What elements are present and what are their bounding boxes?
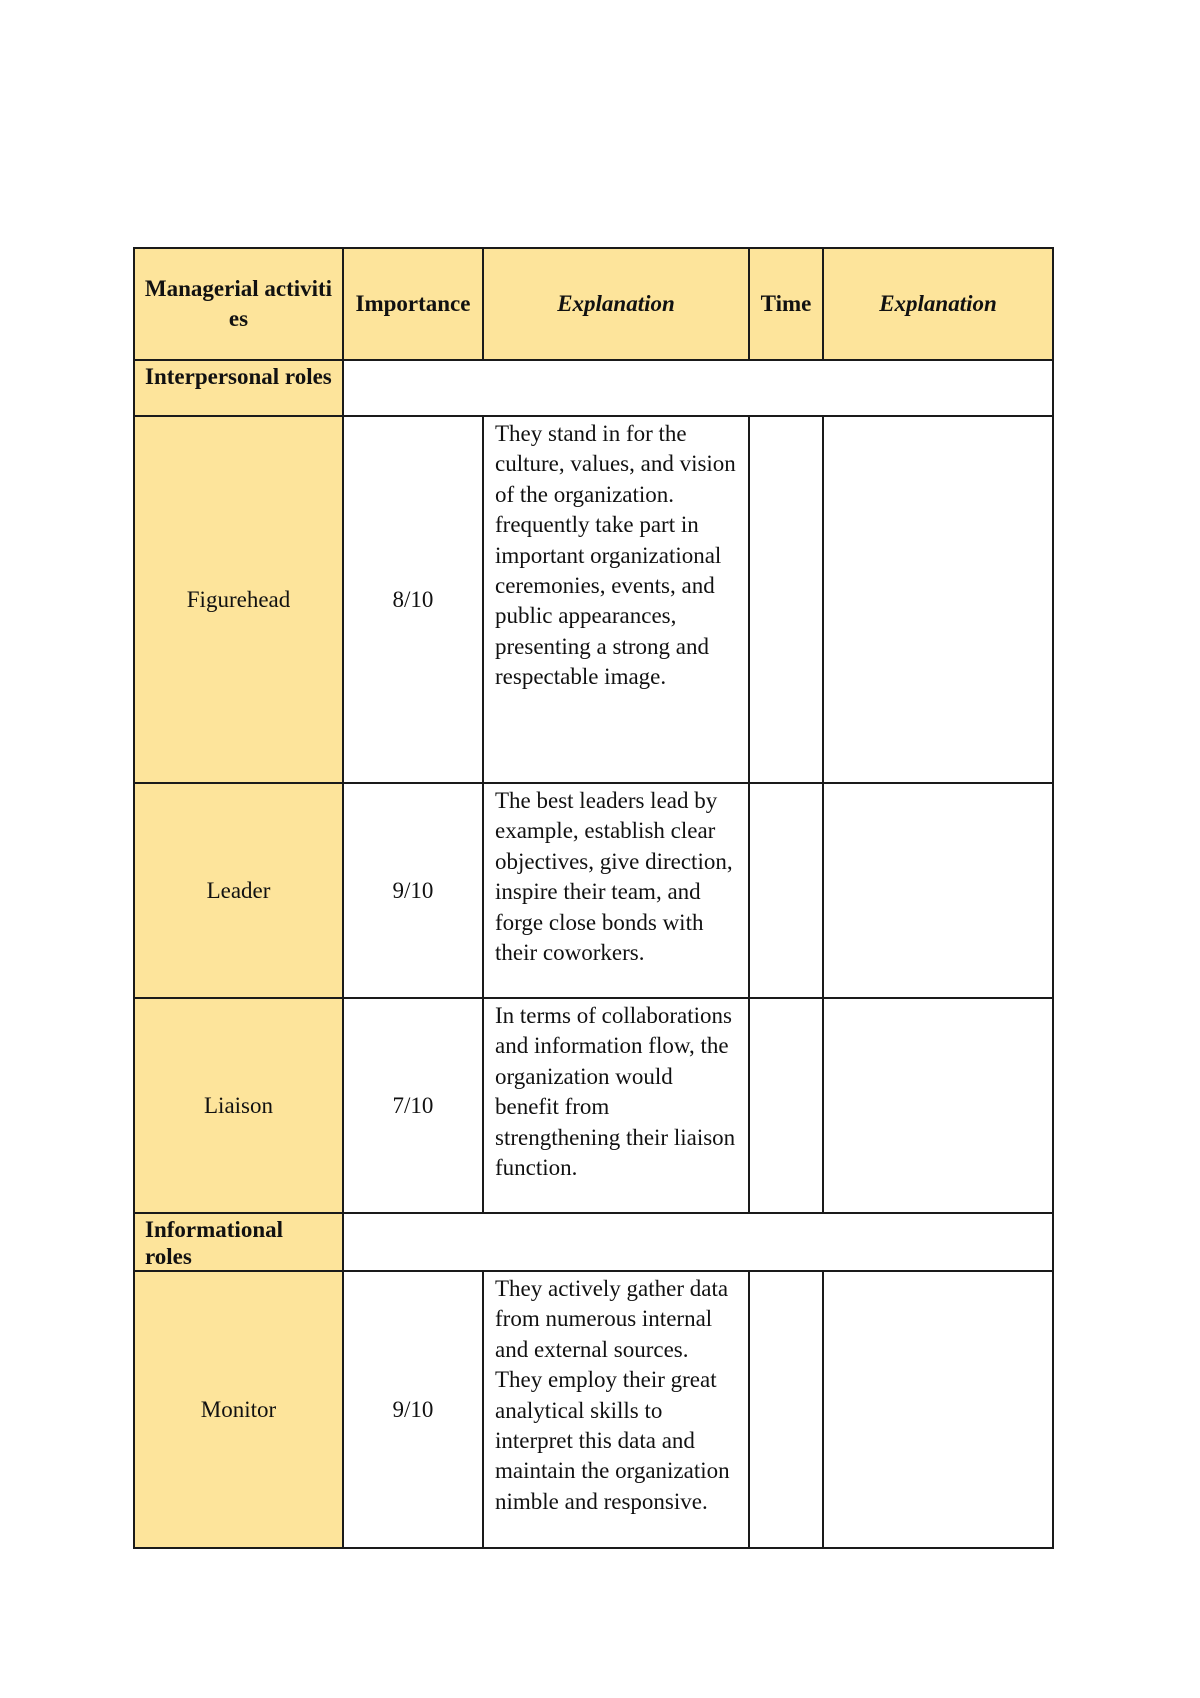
explanation-cell <box>483 783 749 998</box>
table-row-leader <box>134 783 1053 998</box>
role-label: Monitor <box>200 1396 277 1422</box>
header-explanation-2 <box>823 248 1053 360</box>
section-label-cell <box>134 360 343 416</box>
section-empty-cell <box>343 360 1053 416</box>
section-row-informational <box>134 1213 1053 1271</box>
header-time-label: Time <box>760 291 812 316</box>
explanation-text: In terms of collaborations and information flow, the organization would benefit from strengthening their liaison function. <box>495 1003 736 1181</box>
explanation-cell <box>483 1271 749 1548</box>
time-explanation-cell <box>823 416 1053 783</box>
importance-cell <box>343 783 483 998</box>
header-time <box>749 248 823 360</box>
role-label: Leader <box>206 877 271 903</box>
section-row-interpersonal <box>134 360 1053 416</box>
explanation-text: They stand in for the culture, values, and vision of the organization. frequently take part in important organizational ceremonies, events, and public appearances, presenting a strong and respectable image. <box>495 421 736 690</box>
section-label-interpersonal: Interpersonal roles <box>145 364 332 389</box>
importance-value: 9/10 <box>392 1396 434 1422</box>
managerial-activities-table <box>133 247 1054 1549</box>
importance-value: 8/10 <box>392 586 434 612</box>
header-row <box>134 248 1053 360</box>
section-empty-cell <box>343 1213 1053 1271</box>
role-cell <box>134 783 343 998</box>
importance-value: 9/10 <box>392 877 434 903</box>
time-cell <box>749 1271 823 1548</box>
table-row-liaison <box>134 998 1053 1213</box>
section-label-cell <box>134 1213 343 1271</box>
time-explanation-cell <box>823 998 1053 1213</box>
explanation-text: They actively gather data from numerous internal and external sources. They employ their great analytical skills to interpret this data and maintain the organization nimble and responsive. <box>495 1276 730 1514</box>
header-explanation-1-label: Explanation <box>557 291 675 316</box>
header-explanation-1 <box>483 248 749 360</box>
importance-cell <box>343 998 483 1213</box>
importance-cell <box>343 416 483 783</box>
role-cell <box>134 1271 343 1548</box>
role-cell <box>134 998 343 1213</box>
time-explanation-cell <box>823 783 1053 998</box>
header-explanation-2-label: Explanation <box>879 291 997 316</box>
table-row-monitor <box>134 1271 1053 1548</box>
header-importance <box>343 248 483 360</box>
explanation-text: The best leaders lead by example, establish clear objectives, give direction, inspire their team, and forge close bonds with their coworkers. <box>495 788 733 966</box>
role-label: Figurehead <box>186 586 291 612</box>
explanation-cell <box>483 416 749 783</box>
importance-value: 7/10 <box>392 1092 434 1118</box>
role-label: Liaison <box>204 1092 273 1118</box>
time-cell <box>749 998 823 1213</box>
importance-cell <box>343 1271 483 1548</box>
header-activity-label: Managerial activities <box>144 276 333 331</box>
header-activity <box>134 248 343 360</box>
explanation-cell <box>483 998 749 1213</box>
time-cell <box>749 416 823 783</box>
section-label-informational: Informational roles <box>145 1217 283 1269</box>
role-cell <box>134 416 343 783</box>
time-explanation-cell <box>823 1271 1053 1548</box>
table-row-figurehead <box>134 416 1053 783</box>
header-importance-label: Importance <box>355 291 471 316</box>
time-cell <box>749 783 823 998</box>
